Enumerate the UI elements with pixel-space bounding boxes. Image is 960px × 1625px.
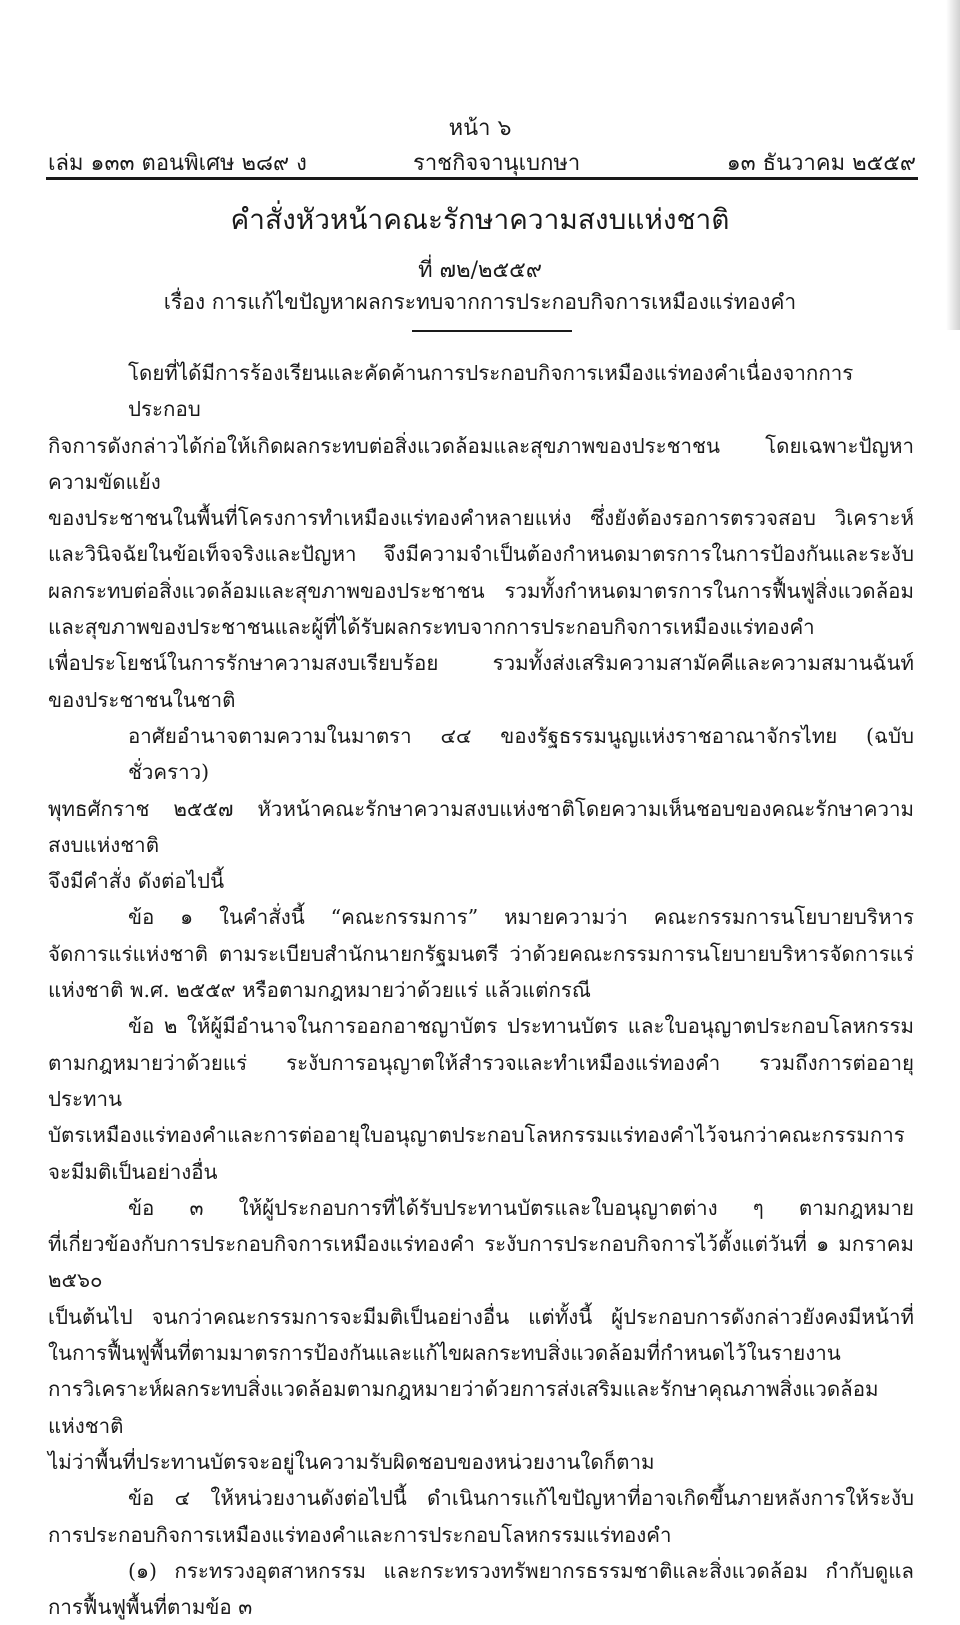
- header-rule: [46, 177, 918, 180]
- clause-4-item-1-line: (๑) กระทรวงอุตสาหกรรม และกระทรวงทรัพยากรธรรมชาติและสิ่งแวดล้อม กำกับดูแล: [128, 1558, 914, 1583]
- clause-3-line: ที่เกี่ยวข้องกับการประกอบกิจการเหมืองแร่ทองคำ ระงับการประกอบกิจการไว้ตั้งแต่วันที่ ๑ มกราคม ๒๕๖๐: [48, 1232, 914, 1293]
- clause-2-line: จะมีมติเป็นอย่างอื่น: [48, 1159, 218, 1184]
- order-number: ที่ ๗๒/๒๕๕๙: [418, 258, 542, 283]
- body-line: ของประชาชนในพื้นที่โครงการทำเหมืองแร่ทองคำหลายแห่ง ซึ่งยังต้องรอการตรวจสอบ วิเคราะห์: [48, 506, 914, 531]
- clause-3-line: ไม่ว่าพื้นที่ประทานบัตรจะอยู่ในความรับผิดชอบของหน่วยงานใดก็ตาม: [48, 1449, 655, 1474]
- title-divider: [412, 330, 572, 332]
- clause-4-item-1-line: การฟื้นฟูพื้นที่ตามข้อ ๓: [48, 1595, 253, 1620]
- body-line: โดยที่ได้มีการร้องเรียนและคัดค้านการประกอบกิจการเหมืองแร่ทองคำเนื่องจากการประกอบ: [128, 361, 854, 422]
- body-line: พุทธศักราช ๒๕๕๗ หัวหน้าคณะรักษาความสงบแห่งชาติโดยความเห็นชอบของคณะรักษาความสงบแห่งชาติ: [48, 796, 914, 857]
- clause-4-line: ข้อ ๔ ให้หน่วยงานดังต่อไปนี้ ดำเนินการแก้ไขปัญหาที่อาจเกิดขึ้นภายหลังการให้ระงับ: [128, 1486, 914, 1511]
- clause-2-line: บัตรเหมืองแร่ทองคำและการต่ออายุใบอนุญาตประกอบโลหกรรมแร่ทองคำไว้จนกว่าคณะกรรมการ: [48, 1123, 905, 1148]
- clause-1-line: แห่งชาติ พ.ศ. ๒๕๕๙ หรือตามกฎหมายว่าด้วยแร่ แล้วแต่กรณี: [48, 978, 591, 1003]
- body-line: และวินิจฉัยในข้อเท็จจริงและปัญหา จึงมีความจำเป็นต้องกำหนดมาตรการในการป้องกันและระงับ: [48, 542, 914, 567]
- body-line: ของประชาชนในชาติ: [48, 687, 236, 712]
- clause-2-line: ตามกฎหมายว่าด้วยแร่ ระงับการอนุญาตให้สำรวจและทำเหมืองแร่ทองคำ รวมถึงการต่ออายุประทาน: [48, 1050, 914, 1111]
- gazette-header: [48, 145, 916, 175]
- clause-2-line: ข้อ ๒ ให้ผู้มีอำนาจในการออกอาชญาบัตร ประทานบัตร และใบอนุญาตประกอบโลหกรรม: [128, 1014, 914, 1039]
- body-line: กิจการดังกล่าวได้ก่อให้เกิดผลกระทบต่อสิ่งแวดล้อมและสุขภาพของประชาชน โดยเฉพาะปัญหาความขัดแย้ง: [48, 433, 914, 494]
- order-subject: เรื่อง การแก้ไขปัญหาผลกระทบจากการประกอบกิจการเหมืองแร่ทองคำ: [163, 290, 797, 314]
- clause-3-line: เป็นต้นไป จนกว่าคณะกรรมการจะมีมติเป็นอย่างอื่น แต่ทั้งนี้ ผู้ประกอบการดังกล่าวยังคงมีหน้าที่: [48, 1304, 914, 1329]
- gazette-name: ราชกิจจานุเบกษา: [413, 151, 581, 176]
- body-line: เพื่อประโยชน์ในการรักษาความสงบเรียบร้อย รวมทั้งส่งเสริมความสามัคคีและความสมานฉันท์: [48, 651, 914, 676]
- body-line: ผลกระทบต่อสิ่งแวดล้อมและสุขภาพของประชาชน รวมทั้งกำหนดมาตรการในการฟื้นฟูสิ่งแวดล้อม: [48, 578, 914, 603]
- body-line: จึงมีคำสั่ง ดังต่อไปนี้: [48, 869, 225, 894]
- clause-3-line: การวิเคราะห์ผลกระทบสิ่งแวดล้อมตามกฎหมายว่าด้วยการส่งเสริมและรักษาคุณภาพสิ่งแวดล้อมแห่งชาติ: [48, 1377, 879, 1438]
- volume-issue: เล่ม ๑๓๓ ตอนพิเศษ ๒๘๙ ง: [48, 151, 307, 176]
- clause-3-line: ในการฟื้นฟูพื้นที่ตามมาตรการป้องกันและแก้ไขผลกระทบสิ่งแวดล้อมที่กำหนดไว้ในรายงาน: [48, 1341, 841, 1366]
- clause-4-line: การประกอบกิจการเหมืองแร่ทองคำและการประกอบโลหกรรมแร่ทองคำ: [48, 1522, 672, 1547]
- publish-date: ๑๓ ธันวาคม ๒๕๕๙: [726, 151, 916, 176]
- clause-1-line: จัดการแร่แห่งชาติ ตามระเบียบสำนักนายกรัฐมนตรี ว่าด้วยคณะกรรมการนโยบายบริหารจัดการแร่: [48, 941, 914, 966]
- page-number: หน้า ๖: [448, 116, 512, 141]
- clause-3-line: ข้อ ๓ ให้ผู้ประกอบการที่ได้รับประทานบัตรและใบอนุญาตต่าง ๆ ตามกฎหมาย: [128, 1195, 914, 1220]
- clause-1-line: ข้อ ๑ ในคำสั่งนี้ “คณะกรรมการ” หมายความว่า คณะกรรมการนโยบายบริหาร: [128, 905, 914, 930]
- body-line: อาศัยอำนาจตามความในมาตรา ๔๔ ของรัฐธรรมนูญแห่งราชอาณาจักรไทย (ฉบับชั่วคราว): [128, 723, 914, 785]
- body-line: และสุขภาพของประชาชนและผู้ที่ได้รับผลกระทบจากการประกอบกิจการเหมืองแร่ทองคำ: [48, 615, 815, 640]
- order-body: [48, 355, 914, 1625]
- order-title: คำสั่งหัวหน้าคณะรักษาความสงบแห่งชาติ: [230, 203, 730, 236]
